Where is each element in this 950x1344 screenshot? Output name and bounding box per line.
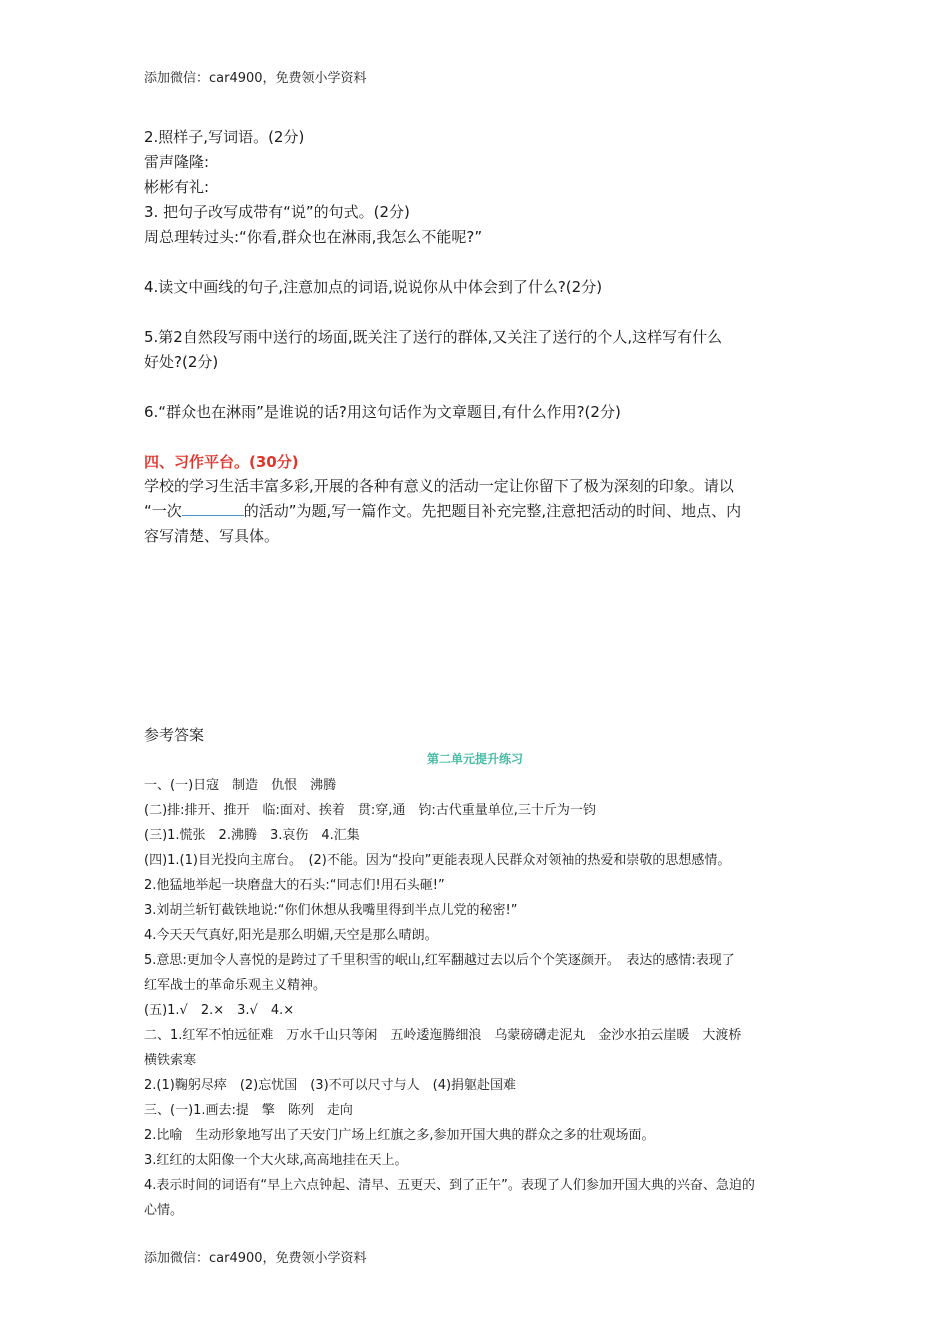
answer-line: 红军战士的革命乐观主义精神。 <box>144 978 327 993</box>
question-2-item-b: 彬彬有礼: <box>144 178 210 196</box>
question-2: 2.照样子,写词语。(2分) <box>144 128 305 146</box>
answers-title: 第二单元提升练习 <box>426 752 523 766</box>
question-3: 3. 把句子改写成带有“说”的句式。(2分) <box>144 203 410 221</box>
question-3-sentence: 周总理转过头:“你看,群众也在淋雨,我怎么不能呢?” <box>144 228 483 246</box>
answer-line: 2.他猛地举起一块磨盘大的石头:“同志们!用石头砸!” <box>144 878 445 893</box>
answer-line: 三、(一)1.画去:提 擎 陈列 走向 <box>144 1103 353 1118</box>
answer-line: (四)1.(1)目光投向主席台。 (2)不能。因为“投向”更能表现人民群众对领袖的热爱和崇敬的思想感情。 <box>144 853 731 868</box>
section-4-heading: 四、习作平台。(30分) <box>144 453 299 471</box>
footer-promo: 添加微信：car4900，免费领小学资料 <box>144 1251 367 1266</box>
section-4-prompt-line-1: 学校的学习生活丰富多彩,开展的各种有意义的活动一定让你留下了极为深刻的印象。请以 <box>144 477 734 495</box>
answer-line: 2.(1)鞠躬尽瘁 (2)忘忧国 (3)不可以尺寸与人 (4)捐躯赴国难 <box>144 1078 517 1093</box>
question-5-line-1: 5.第2自然段写雨中送行的场面,既关注了送行的群体,又关注了送行的个人,这样写有什么 <box>144 328 723 346</box>
answer-line: 4.表示时间的词语有“早上六点钟起、清早、五更天、到了正午”。表现了人们参加开国大典的兴奋、急迫的 <box>144 1178 755 1193</box>
question-2-item-a: 雷声隆隆: <box>144 153 210 171</box>
answer-line: 二、1.红军不怕远征难 万水千山只等闲 五岭逶迤腾细浪 乌蒙磅礴走泥丸 金沙水拍云崖暖 大渡桥 <box>144 1028 742 1043</box>
answer-line: 4.今天天气真好,阳光是那么明媚,天空是那么晴朗。 <box>144 928 438 943</box>
answer-line: (三)1.慌张 2.沸腾 3.哀伤 4.汇集 <box>144 828 360 843</box>
answer-line: 3.红红的太阳像一个大火球,高高地挂在天上。 <box>144 1153 408 1168</box>
answer-line: 一、(一)日寇 制造 仇恨 沸腾 <box>144 778 337 793</box>
question-4: 4.读文中画线的句子,注意加点的词语,说说你从中体会到了什么?(2分) <box>144 278 603 296</box>
section-4-prompt-line-3: 容写清楚、写具体。 <box>144 527 280 545</box>
answers-heading: 参考答案 <box>144 726 205 744</box>
answer-line: 3.刘胡兰斩钉截铁地说:“你们休想从我嘴里得到半点儿党的秘密!” <box>144 903 518 918</box>
prompt-before-blank: “一次 <box>144 502 182 520</box>
answer-line: 横铁索寒 <box>144 1053 197 1068</box>
prompt-after-blank: 的活动”为题,写一篇作文。先把题目补充完整,注意把活动的时间、地点、内 <box>243 502 742 520</box>
answer-line: 2.比喻 生动形象地写出了天安门广场上红旗之多,参加开国大典的群众之多的壮观场面。 <box>144 1128 655 1143</box>
answer-line: 心情。 <box>144 1203 184 1218</box>
section-4-prompt-line-2 <box>144 500 741 521</box>
answer-line: (二)排:排开、推开 临:面对、挨着 贯:穿,通 钧:古代重量单位,三十斤为一钧 <box>144 803 596 818</box>
question-5-line-2: 好处?(2分) <box>144 353 219 371</box>
header-promo: 添加微信：car4900，免费领小学资料 <box>144 71 367 86</box>
answer-line: 5.意思:更加令人喜悦的是跨过了千里积雪的岷山,红军翻越过去以后个个笑逐颜开。 表达的感情:表现了 <box>144 953 735 968</box>
answer-line: (五)1.√ 2.× 3.√ 4.× <box>144 1003 295 1018</box>
title-blank <box>182 501 244 516</box>
question-6: 6.“群众也在淋雨”是谁说的话?用这句话作为文章题目,有什么作用?(2分) <box>144 403 621 421</box>
